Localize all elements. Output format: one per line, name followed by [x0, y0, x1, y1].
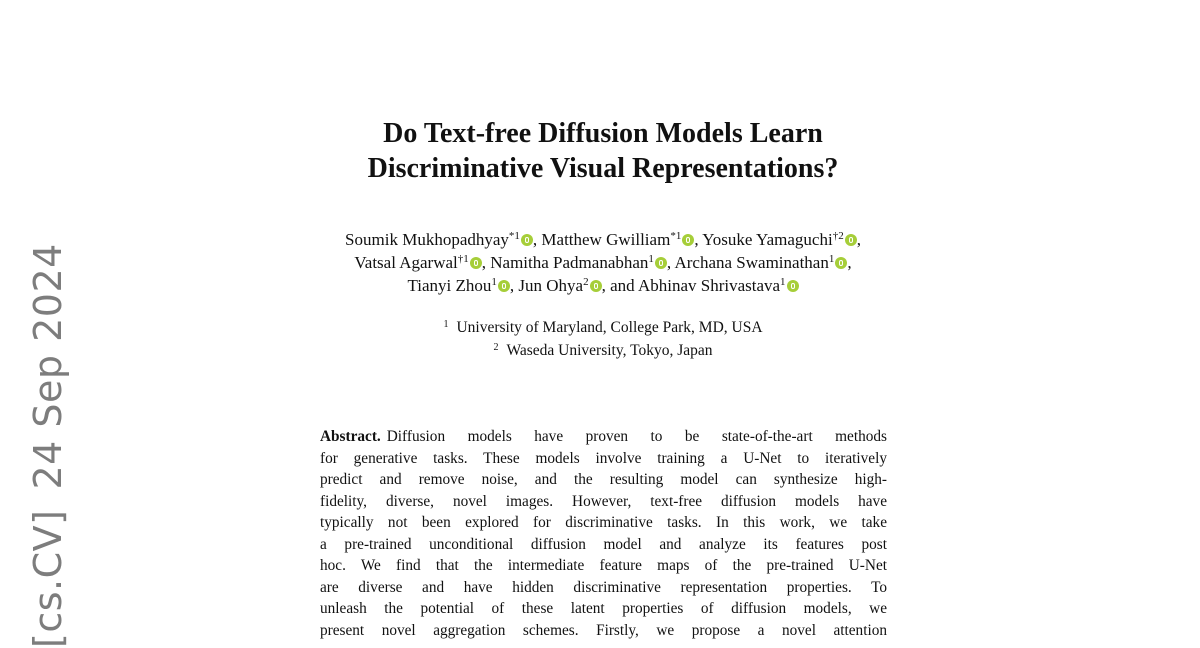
- affiliation-text: University of Maryland, College Park, MD, USA: [456, 319, 763, 336]
- author: [354, 253, 486, 272]
- author-line-3: [0, 274, 1200, 297]
- abstract-line: unleash the potential of these latent properties of diffusion models, we: [320, 600, 887, 617]
- abstract-line-text: Diffusion models have proven to be state-of-the-art methods: [386, 428, 887, 445]
- orcid-icon[interactable]: [590, 280, 602, 292]
- abstract-label: Abstract.: [320, 428, 381, 445]
- author-affil-mark: 1: [828, 253, 835, 265]
- arxiv-category: [cs.CV]: [26, 509, 70, 648]
- author-name: Jun Ohya: [518, 276, 584, 295]
- author: [674, 253, 851, 272]
- affiliation-list: [0, 316, 1200, 362]
- arxiv-date: 24 Sep 2024: [26, 243, 70, 490]
- author-name: Tianyi Zhou: [407, 276, 492, 295]
- affiliation-text: Waseda University, Tokyo, Japan: [506, 342, 713, 359]
- author-affil-mark: *1: [670, 230, 682, 242]
- orcid-icon[interactable]: [498, 280, 510, 292]
- abstract-line: a pre-trained unconditional diffusion model and analyze its features post: [320, 535, 887, 553]
- author-list: [0, 228, 1200, 297]
- author-affil-mark: *1: [508, 230, 520, 242]
- author-separator: ,: [481, 253, 487, 272]
- author: [518, 276, 634, 295]
- author: [407, 276, 514, 295]
- abstract: [320, 426, 887, 641]
- author-name: Vatsal Agarwal: [354, 253, 458, 272]
- author-separator: ,: [666, 253, 672, 272]
- abstract-line: predict and remove noise, and the resulting model can synthesize high-: [320, 471, 887, 488]
- author: [490, 253, 671, 272]
- affiliation-number: 1: [443, 319, 449, 330]
- abstract-line: fidelity, diverse, novel images. However, text-free diffusion models have: [320, 492, 887, 510]
- author-name: Matthew Gwilliam: [541, 230, 671, 249]
- author: [541, 230, 698, 249]
- author-separator: ,: [847, 253, 852, 272]
- author-separator: ,: [509, 276, 515, 295]
- author-name: Archana Swaminathan: [674, 253, 829, 272]
- author: [702, 230, 861, 249]
- orcid-icon[interactable]: [845, 234, 857, 246]
- author-line-2: [0, 251, 1200, 274]
- author-separator: ,: [856, 230, 861, 249]
- orcid-icon[interactable]: [521, 234, 533, 246]
- author-affil-mark: 1: [491, 276, 497, 288]
- abstract-line: present novel aggregation schemes. Firstly, we propose a novel attention: [320, 621, 887, 639]
- orcid-icon[interactable]: [655, 257, 667, 269]
- author: [638, 276, 799, 295]
- paper-title: [0, 116, 1200, 186]
- affiliation-number: 2: [493, 342, 499, 353]
- author-separator: , and: [601, 276, 635, 295]
- orcid-icon[interactable]: [835, 257, 847, 269]
- author-separator: ,: [532, 230, 538, 249]
- author-name: Namitha Padmanabhan: [490, 253, 649, 272]
- orcid-icon[interactable]: [787, 280, 799, 292]
- orcid-icon[interactable]: [682, 234, 694, 246]
- author-affil-mark: 2: [583, 276, 589, 288]
- abstract-line: [320, 426, 887, 448]
- author-separator: ,: [694, 230, 699, 249]
- abstract-line: hoc. We find that the intermediate feature maps of the pre-trained U-Net: [320, 557, 887, 574]
- abstract-line: are diverse and have hidden discriminative representation properties. To: [320, 578, 887, 596]
- title-line-2: Discriminative Visual Representations?: [367, 153, 839, 184]
- abstract-line: typically not been explored for discriminative tasks. In this work, we take: [320, 514, 887, 531]
- author-line-1: [0, 228, 1200, 251]
- title-line-1: Do Text-free Diffusion Models Learn: [383, 118, 823, 149]
- affiliation: [0, 316, 1200, 339]
- author: [345, 230, 537, 249]
- author-affil-mark: †1: [457, 253, 469, 265]
- author-affil-mark: 1: [648, 253, 654, 265]
- author-affil-mark: †2: [832, 230, 844, 242]
- author-name: Soumik Mukhopadhyay: [345, 230, 509, 249]
- orcid-icon[interactable]: [470, 257, 482, 269]
- affiliation: [0, 339, 1200, 362]
- author-name: Yosuke Yamaguchi: [702, 230, 833, 249]
- abstract-line: for generative tasks. These models involve training a U-Net to iteratively: [320, 449, 887, 467]
- author-name: Abhinav Shrivastava: [637, 276, 781, 295]
- author-affil-mark: 1: [780, 276, 786, 288]
